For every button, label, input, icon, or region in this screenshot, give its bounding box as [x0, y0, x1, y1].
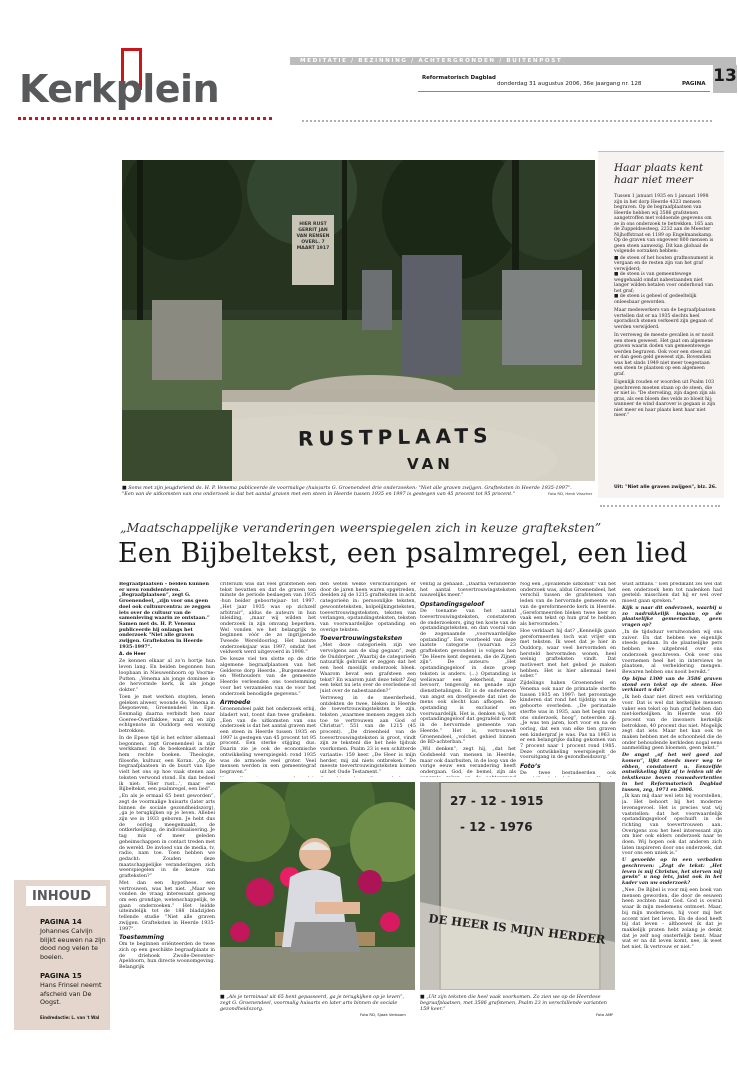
article-column-5: [520, 582, 616, 777]
inhoud-page: PAGINA 15: [40, 972, 82, 980]
paragraph: De toename van het aantal toevertrouwingsteksten, constateren de onderzoekers, ging ten koste van de opstandingsteksten, en dan vooral van de zogenaamde „voorwaardelijke opstanding”. Een voorbeeld van deze laatste categorie (waarvan 23 grafteksten gevonden) is volgens hen "De Heere kent degenen, die de Zijnen zijn". De auteurs: „Het opstandingsgeloof in deze groep teksten is anders. (...) Opstanding is weliswaar een zekerheid, maar bevoorr, tengevolg en genade zijn dienstbetalingen. Er is de onderheren van angst en droefgeeste dat niet de mens ook slecht kan afhopen. De opstanding is exclusief en voorwaardelijk. Het is, denken wij, het opstandingsgeloof dat gegrafeld wordt in de hervormde gemeente van Heerde.” Het is, vertrouwelt Groenendeel, „volchet gebied binnen de BD-achterban.”: [420, 609, 516, 746]
paragraph: „Ik heb daar niet direct een verklaring voor. Dat is wel dat kerkelijke mensen vaker een tekst op hun graf hebben dan niet-kerkelijken. In Heerde was 60 procent van de inwoners kerkelijk betrokken, 40 procent dus niet. Mogelijk zegt dat iets. Maar het kan ook te maken hebben met de schoonheid die de onder behoudende kerkleden nogal eens aanmelding geen bloemen, geen tekst.”: [622, 695, 722, 752]
article-column-4: [420, 582, 516, 777]
bullet-item: ■ de steen is geheel of gedeeltelijk onleesbaar geworden.: [614, 294, 697, 305]
stone-text: DE HEER IS MIJN HERDER: [427, 911, 607, 947]
sidebar-paragraph: Eigenlijk rouden er woorden uit Psalm 103 geschreven moeten staan op de steen, die er niet is: "De sterveling, zijn dagen zijn als gras, als een bloem des velds zo bloeit hij; wanneer de wind daarover is gegaan is zijn niet meer en haar plaats kent haar niet meer.": [614, 380, 716, 419]
sidebar-source: Uit: "Niet alle graven zwijgen", blz. 26.: [614, 485, 717, 490]
dotted-separator: [600, 505, 720, 507]
subheading: Toestemming: [119, 934, 165, 942]
stone-date-2: - 12 - 1976: [460, 820, 533, 834]
portrait-credit: Foto RD, Sjaak Verboom: [360, 1012, 406, 1017]
paragraph: „In de tijdsduur veruitwonden wij ons zuiver. En dat hebben we eigenlijk steeds gedaan. In de plaatselijke pers hebben we uitgebreid over ons onderzoek geschreven. Ook over ons voornemen heel het in interviews te plaatsen, al verheldering mengen. Bewaren hebben ons nooit bereikt.”: [622, 630, 722, 675]
portrait-photo: [220, 782, 415, 990]
article-column-6: [622, 582, 722, 1066]
sidebar-box: [598, 151, 724, 498]
gravestone-credit: Foto AMF: [596, 1012, 614, 1017]
paragraph: „Ik kan mij daar wel iets bij voorstellen, ja. Het behoort bij het moderne levensgevoel. Het is precies wat wij vaststellen: dat het voorwaardelijk opstandingsgeloof opschuift in de richting van toevertrouwen aan. Overigens zou het heel interessant zijn om hier ook elders onderzoek naar te doen. Wij hopen ook dat anderen zich laten inspireren door ons onderzoek, dat voor ons een uniek is.”: [622, 794, 722, 857]
paragraph: „Nee. De Bijbel is voor mij een boek van mensen geworden, die door de eeuwen heen zochten naar God. God is overal waar ik mijn medemens ontmoet. Maar, bij mijn moderness, hij voor mij het accent niet het leven. En de dood heeft bij dat leven – althoewel ik dat je makkelijk praten hebt zolang je denkt dat je zelf nog onsterfelijk bent. Maar wat er na dit leven komt, nee, ik weet het niet. Ik vertrouw er niet.”: [622, 888, 722, 951]
inhoud-page: PAGINA 14: [40, 918, 82, 926]
stone-inscription-2: VAN: [407, 455, 454, 473]
main-credit: Foto RD, Henk Visscher: [548, 491, 593, 496]
stone-date: 27 - 12 - 1915: [450, 794, 544, 808]
sidebar-title: Haar plaats kent haar niet meer: [614, 162, 704, 186]
stone-text: HIER RUST GERRIT JAN VAN RENSEN OVERL. 7 MAART 1917: [296, 222, 330, 251]
gravestone-illustration: [420, 782, 615, 990]
paragraph: „Met deze categorieën zijn we vervolgens aan de slag gegaan”, zegt de Ouddorper. „Waarbij de categorieën natuurlijk gebruikt er zeggen dat het een heel moeilijk onderzoek bleek. Waarom bevat een grafsteen een tekst? En waarom juist deze tekst? Zeg een tekst nu iets over de overledene of juist over de nabestaanden?”: [320, 643, 416, 694]
subheading: Foto’s: [520, 763, 541, 771]
paragraph: Hoe verklaart hij dat? „Kennelijk gaan gereformeerden toch wat vrijer om met teksten. Ik weet dat je hier in Ouddorp, waar veel hervormden en hersteld hervormden wonen, heel weinig grafteksten vindt. Dat motiveert met het gebod je maken hebben. Het is hier allemaal heel sober.”: [520, 628, 616, 680]
page-label: PAGINA: [682, 81, 706, 87]
article-column-1: [119, 582, 215, 1066]
paragraph: Ze kennen elkaar al zo’n bortje hun leven lang. En beiden begonnen hun loopbaan in Nieuwenhoorn op Voorne-Putten. „Venema als jonge dominee in de hervormde kerk, ik als jonge dokter.”: [119, 659, 215, 693]
red-rule: [18, 117, 272, 121]
bullet-item: ■ de steen of het houten grafmonument is vergaan en de resten zijn van het graf verwijderd;: [614, 255, 714, 272]
paragraph: „Wil denken”, zegt hij, „dat het Godsbeeld van mensen in Heerde, maar ook daarbuiten, in de loop van de vorige eeuw een verandering heeft ondergaan. God, de bemel, zijn als: [420, 747, 516, 775]
article-kicker: „Maatschappelijke veranderingen weerspiegelen zich in keuze grafteksten”: [120, 520, 602, 535]
paragraph: In de Epese tijd is het echter allemaal begonnen, zegt Groenendeel in zijn werkkamer. In de boekenkast achter hem rechte boeken. Theologie, filosofie, kultuur, een Koran. „Op de begraafplaatsen in de buurt van Epe vielt het ons op hoe vaak stenen aan teksten verwond stond. En dan bedoel ik niet: ‘Hier rust...’, maar een Bijbeltekst, een psalmregel, een lied”.: [119, 735, 215, 793]
newspaper-name: Reformatorisch Dagblad: [422, 75, 496, 81]
subheading: Armoede: [220, 699, 251, 707]
topbar-text: MEDITATIE / BEZINNING / ACHTERGRONDEN / BUITENPOST: [300, 58, 563, 64]
inhoud-item[interactable]: [40, 972, 106, 1007]
paragraph: Verreweg in de meerderheid, ontdekten de twee, bleken in Heerde de toevertrouwingsteksten te zijn, teksten „waarmee mensen zeggen zich toe te vertrouwen aan God of Christus”. 551 van de 1215 (45 procent). „De drieenheid van de toevertrouwingsteksten is groot, vindt zijn ze tekstenl die het hele tijdvak voorkomen. Psalm 23 is een schitterde variaatie: 159 keer. „De Heer is mijn herder, mij zal niets ontbreken.” De meeste toevertrouwingsteksten komen uit het Oude Testament.”: [320, 695, 416, 775]
caption-bullet-icon: ■: [220, 994, 227, 1000]
paragraph: De twee bestudeerden ook: [520, 771, 616, 777]
paragraph: wust althans.” Een predikant zei wel dat een onderzoek hem tot nadenken had gesteld: misschien dat hij er wel over moest gaan spreken.”: [622, 582, 722, 605]
article-author: A. de Heer: [119, 652, 146, 658]
paragraph: De keuze viel ten slotte op de drie algemene begraafplaatsen van het Gelderse dorp Heerde. „Burgemeester en Wethouders van de gemeente Heerde verleenden ons toestemming voor het verzamelen van de voor het onderzoek benodigde gegevens.”: [220, 657, 316, 697]
sidebar-bullets: [614, 256, 716, 306]
paragraph: den weten welke verschuivingen er door de jaren heen waren opgetreden, deelden zij de 1215 grafteksten in acht categorieën in: persoonlijke teksten, gewoonteteksten, kolpelijkingsteksten, toevertrouwingsteksten, teksten van verlangen, opstandingsteksten, teksten van voorwaardelijke opstanding en overige teksten.: [320, 582, 416, 633]
header-rule: [418, 91, 710, 92]
paragraph: Groenendeel pakt het onderzoek erbij, bladert wat, toont dan twee grafieken. „Een van de uitkomsten van ons onderzoek is dat het aantal graven met een steen in Heerde tussen 1935 en 1997 is gestegen van 45 procent tot 95 procent. Een sterke stijging dus. Daarin zie je ook de economische ontwikkeling weerspiegeld: rond 1935 was de armoede veel groter. Veel mensen werden in een gemeentegraf begraven.”: [220, 707, 316, 775]
subheading: Toevertrouwingsteksten: [320, 635, 403, 643]
date-line: donderdag 31 augustus 2006, 36e jaargang nr. 128: [497, 81, 642, 87]
section-title: Kerkplein: [19, 67, 220, 111]
article-headline: Een Bijbeltekst, een psalmregel, een lied: [118, 538, 688, 569]
caption-bullet-icon: ■: [420, 994, 427, 1000]
inhoud-text: Hans Frinsel neemt afscheid van De Oogst.: [40, 981, 102, 1007]
sidebar-paragraph: In verreweg de meeste gevallen is er nooit een steen geweest. Het gaat om algemene graven waarin doden van gemeentewege werden begraven. Ook voor een steen zal er dan geen geld geweest zijn. Bovendien was het sinds 1949 niet meer toegestaan een steen te plaatsen op een algemeen graf.: [614, 333, 714, 377]
inhoud-footer: Eindredactie: L. van 't Wal: [40, 1015, 100, 1020]
question: De angst „of het wel goed zal komen”, lijkt steeds meer weg te ebben, constateert u. Eenzelfde ontwikkeling lijkt af te leiden uit de tekstkeuze boven rouwadvertenties in het Reformatorisch Dagblad tussen, zeg, 1971 en 2006.: [622, 752, 722, 793]
paragraph: Om te beginnen oriënteerden de twee zich op een geschikte begraafplaats in de driehoek Zwolle-Deventer-Apeldoorn, hun directe woonomgeving. Belangrijk: [119, 942, 215, 971]
inhoud-text: Johannes Calvijn blijkt eeuwen na zijn dood nog velen te boeien.: [40, 927, 106, 961]
page-number: 13: [713, 66, 737, 86]
paragraph: criterium was dat veel grafstenen een tekst bevatten en dat de graven ten minste de periode beslaegen van 1935 -hun beider geboortejaar- tot 1997. „Het jaar 1935 was op zichzelf arbitrair”, aldus de auteurs in hun inleiding, „maar wij wilden het onderzoek in zijn omvang beperken. Wel vonden we het belangrijk te beginnen vóór de zo ingrijpende Tweede Wereldoorlog. Het laatste onderzoeksjaar was 1997, omdat het veldwerk werd uitgevoerd in 1998.”: [220, 582, 316, 656]
portrait-illustration: [220, 782, 415, 990]
gravestone-caption: ■ „Uit zijn teksten die heel vaak voorkomen. Zo zien we op de Heerdese begraafplaatsen, met 3586 grafstenen, Psalm 23 in verschillende varianten 159 keer.”: [420, 994, 607, 1012]
article-intro: Begraafplaatsen – beiden kunnen er uren rondslenteren. „Begraafplaatsen”, zegt G. Groenendeel, „zijn voor ons geen doel ook cultuurcentra: ze zeggen iets over de cultuur van de samenleving waarin ze ontstaan.” Samen met ds. H. P. Venema publiceerde hij onlangs het onderzoek "Niet alle graven zwijgen. Grafteksten in Heerde 1935-1997".: [119, 582, 211, 650]
caption-bullet-icon: ■: [122, 485, 129, 491]
sidebar-paragraph: Maar medewerkers van de begraafplaatsen vertellen dat er na 1935 slechts heel sporadisch stenen verkeerd zijn gegaan of werden verwijderd.: [614, 308, 716, 330]
inhoud-title: INHOUD: [32, 889, 91, 904]
article-column-3: [320, 582, 416, 777]
subheading: Opstandingsgeloof: [420, 601, 484, 609]
masthead: [0, 0, 738, 135]
paragraph: „En als je ermaal 65 bent geworden”, zegt de voormalige huisarts (later arts binnen de sociale gezondheidszorg), „ga je terugkijken op je leven. Allebei zijn we in 1933 geboren. Je hebt dus de oorlog meegemaakt, de ontkerkelijking, de individualisering. Je tag mis of meer geleden geheimschappen in contact treden met de wereld. De invloed van de media, tv, radio, nam toe. Toen hebben we gedacht: Zouden deze maatschappelijke veranderingen zich weerspiegelen in de keuze van grafteksten?”: [119, 794, 215, 880]
question: U gevoelde op in een verbaden geschreven: „Zegt de tekst: „Het leven is mij Christus, het sterven mij gewin” u nog iets, juist ook in het kader van uw onderzoek?: [622, 857, 722, 887]
question: Op bijna 1300 van de 3586 graven stond een tekst op de steen. Hoe verklaart u dat?: [622, 675, 722, 694]
square-bullet-icon: ■: [614, 255, 620, 261]
main-caption: ■ Soms met zijn jeugdvriend ds. H. P. Venema publiceerde de voormalige (huis)arts G. Groenendeel drie onderzoeken: "Niet alle graven zwijgen. Grafteksten in Heerde 1935-1997". "Een van de uitkomsten van ons onderzoek is dat het aantal graven met een steen in Heerde tussen 1935 en 1997 is gestegen van 45 procent tot 95 procent.": [122, 485, 572, 497]
paragraph: Nog een „opvallende uitkomst” van het onderzoek was, aldus Groenendeel, het verschil tussen de grafstenen van leden van de hervormde gemeente en van de gereformeerde kerk in Heerde. „Gereformeerden bleken twee keer zo vaak een tekst op hun graf te hebben als hervormden.”: [520, 582, 616, 627]
portrait-caption: ■ „Als je terminaal uit 65 bent gepasseerd, ga je terugkijken op je leven”, zegt G. Groenendeel, voormalig huisarts en later arts binnen de sociale gezondheidszorg.: [220, 994, 405, 1012]
bullet-item: ■ de steen is van gemeentewege weggehaald omdat nabestaanden niet langer wilden betalen voor onderhoud van het graf;: [614, 272, 714, 294]
dotted-separator: [302, 120, 712, 122]
sidebar-paragraph: Tussen 1 januari 1935 en 1 januari 1998 zijn in het dorp Heerde 4323 mensen begraven. Op de begraafplaatsen van Heerde hebben wij 3586 grafstenen aangetroffen met voldoende gegevens om ze in ons onderzoek te betrekken. 165 aan de Zuppeldsesteeg, 2232 aan de Meester Nijhoffstraat en 1189 op Engelmanskamp. Op de graven van ongeveer 800 mensen is geen steen aanwezig. Dit kan globaal de volgende oorzaken hebben:: [614, 194, 714, 254]
stone-inscription: RUSTPLAATS: [297, 423, 493, 451]
article-column-2: [220, 582, 316, 777]
square-bullet-icon: ■: [614, 272, 620, 278]
square-bullet-icon: ■: [614, 294, 620, 300]
paragraph: Zijdelings haken Groenendeel en Venema ook naar de primatale sterfte tussen 1935 en 1997: het percentage kinderen dat rond het tijdstip van de geboorte overleden. „De perinatale sterfte was in 1935, aan het begin van ons onderzoek, hoog”, noteerden zij. „Je was ten jaren, kort voor en na de oorlog, dat een van elke tien graven een kindergraf je was. Pas na 1963 is er een belangrijke daling gekomen van 7 procent naar 1 procent rond 1985. Deze ontwikkeling weerspiegelt de vooruitgang in de gezondheidszorg.”: [520, 681, 616, 761]
paragraph: ventig al gehaald. „Daarna veranderde het aantal toevertrouwingsteksten nauwelijks meer.”: [420, 582, 516, 599]
paragraph: Met dan een hypothese, een vertrouwen, was het niet. „Maar we vonden de vraag interessant genoeg om een grondige, wetenschappelijk, te gaan onderzoeken.” Het leidde uiteindelijk tot de 188 bladzijden tellende studie "Niet alle graven zwijgen. Grafteksten in Heerde 1935-1997".: [119, 880, 215, 932]
question: Kijk u naar dit onderzoek, waarbij u zo nadrukkelijk ingaan op de plaatselijke gemeenschap, geen vragen op?: [622, 605, 722, 629]
inhoud-box: [14, 880, 110, 1030]
cemetery-photo: [122, 160, 595, 481]
inhoud-item[interactable]: [40, 918, 106, 961]
gravestone-photo: [420, 782, 615, 990]
paragraph: Toen je met werken stopten, lenen geleken alweer, woonde ds. Venema in Dieponeven, Groenendeel in Epe. Eenmalig daarna verbindt hen naar Goeree-Overflakkee, waar zij en zijn echtgenote in Ouddorp een woning betrokken.: [119, 694, 215, 735]
